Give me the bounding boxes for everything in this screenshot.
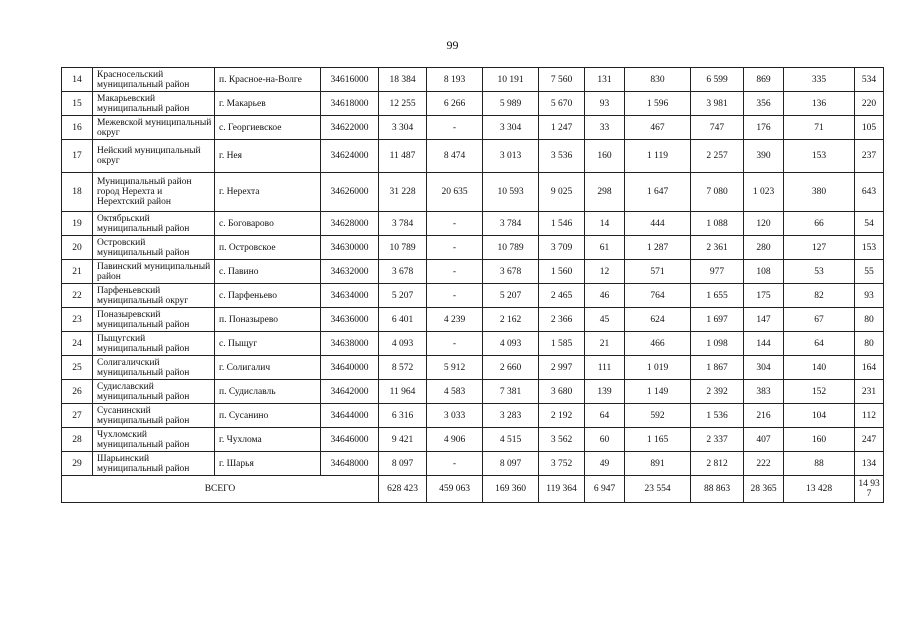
district-name-cell: Пыщугский муниципальный район [93,332,215,356]
oktmo-code-cell: 34636000 [321,308,379,332]
value-cell-c1: 31 228 [379,173,427,212]
value-cell-c6: 571 [625,260,691,284]
value-cell-c6: 830 [625,68,691,92]
district-name-cell: Шарьинский муниципальный район [93,452,215,476]
value-cell-c6: 1 596 [625,92,691,116]
value-cell-c10: 80 [855,332,884,356]
value-cell-c1: 10 789 [379,236,427,260]
value-cell-c5: 160 [585,140,625,173]
page-number: 99 [446,38,459,52]
value-cell-c4: 2 192 [539,404,585,428]
total-value-c3: 169 360 [483,476,539,503]
row-number-cell: 25 [62,356,93,380]
total-label: ВСЕГО [62,476,379,503]
oktmo-code-cell: 34632000 [321,260,379,284]
row-number-cell: 24 [62,332,93,356]
value-cell-c10: 80 [855,308,884,332]
value-cell-c1: 6 401 [379,308,427,332]
row-number-cell: 20 [62,236,93,260]
district-name-cell: Чухломский муниципальный район [93,428,215,452]
table-row [62,308,884,332]
row-number-cell: 27 [62,404,93,428]
value-cell-c8: 144 [744,332,784,356]
value-cell-c10: 220 [855,92,884,116]
oktmo-code-cell: 34628000 [321,212,379,236]
value-cell-c5: 12 [585,260,625,284]
total-value-c6: 23 554 [625,476,691,503]
value-cell-c4: 3 680 [539,380,585,404]
value-cell-c6: 1 647 [625,173,691,212]
value-cell-c9: 71 [784,116,855,140]
value-cell-c6: 592 [625,404,691,428]
value-cell-c6: 1 119 [625,140,691,173]
table-row [62,452,884,476]
value-cell-c3: 2 660 [483,356,539,380]
admin-center-cell: г. Нерехта [215,173,321,212]
value-cell-c1: 18 384 [379,68,427,92]
value-cell-c6: 1 149 [625,380,691,404]
value-cell-c7: 1 655 [691,284,744,308]
admin-center-cell: г. Солигалич [215,356,321,380]
value-cell-c4: 3 709 [539,236,585,260]
value-cell-c8: 222 [744,452,784,476]
value-cell-c9: 140 [784,356,855,380]
value-cell-c3: 3 304 [483,116,539,140]
table-row [62,212,884,236]
table-row [62,380,884,404]
table-row [62,404,884,428]
value-cell-c7: 7 080 [691,173,744,212]
oktmo-code-cell: 34634000 [321,284,379,308]
district-name-cell: Павинский муниципальный район [93,260,215,284]
value-cell-c7: 977 [691,260,744,284]
value-cell-c2: 5 912 [427,356,483,380]
value-cell-c7: 2 337 [691,428,744,452]
value-cell-c1: 3 784 [379,212,427,236]
admin-center-cell: п. Сусанино [215,404,321,428]
admin-center-cell: с. Пыщуг [215,332,321,356]
value-cell-c4: 9 025 [539,173,585,212]
value-cell-c5: 93 [585,92,625,116]
admin-center-cell: г. Макарьев [215,92,321,116]
value-cell-c5: 49 [585,452,625,476]
value-cell-c10: 54 [855,212,884,236]
value-cell-c5: 14 [585,212,625,236]
row-number-cell: 23 [62,308,93,332]
oktmo-code-cell: 34626000 [321,173,379,212]
value-cell-c1: 5 207 [379,284,427,308]
value-cell-c2: - [427,260,483,284]
admin-center-cell: п. Судиславль [215,380,321,404]
value-cell-c8: 383 [744,380,784,404]
oktmo-code-cell: 34638000 [321,332,379,356]
value-cell-c6: 1 165 [625,428,691,452]
value-cell-c2: - [427,212,483,236]
value-cell-c7: 2 392 [691,380,744,404]
value-cell-c9: 64 [784,332,855,356]
admin-center-cell: п. Поназырево [215,308,321,332]
value-cell-c4: 3 536 [539,140,585,173]
district-name-cell: Поназыревский муниципальный район [93,308,215,332]
admin-center-cell: с. Боговарово [215,212,321,236]
value-cell-c9: 136 [784,92,855,116]
oktmo-code-cell: 34624000 [321,140,379,173]
total-value-c1: 628 423 [379,476,427,503]
value-cell-c9: 66 [784,212,855,236]
value-cell-c9: 152 [784,380,855,404]
value-cell-c3: 7 381 [483,380,539,404]
value-cell-c8: 304 [744,356,784,380]
value-cell-c10: 643 [855,173,884,212]
value-cell-c10: 93 [855,284,884,308]
total-value-c5: 6 947 [585,476,625,503]
value-cell-c8: 175 [744,284,784,308]
admin-center-cell: п. Островское [215,236,321,260]
total-value-c7: 88 863 [691,476,744,503]
district-name-cell: Макарьевский муниципальный район [93,92,215,116]
value-cell-c9: 153 [784,140,855,173]
value-cell-c6: 466 [625,332,691,356]
table-row [62,428,884,452]
value-cell-c5: 139 [585,380,625,404]
value-cell-c3: 10 789 [483,236,539,260]
value-cell-c8: 869 [744,68,784,92]
value-cell-c2: 4 906 [427,428,483,452]
value-cell-c1: 6 316 [379,404,427,428]
value-cell-c6: 624 [625,308,691,332]
value-cell-c8: 280 [744,236,784,260]
total-row [62,476,884,503]
table-row [62,236,884,260]
value-cell-c9: 160 [784,428,855,452]
value-cell-c9: 82 [784,284,855,308]
oktmo-code-cell: 34616000 [321,68,379,92]
table-row [62,332,884,356]
oktmo-code-cell: 34618000 [321,92,379,116]
value-cell-c3: 3 013 [483,140,539,173]
value-cell-c10: 55 [855,260,884,284]
oktmo-code-cell: 34642000 [321,380,379,404]
value-cell-c9: 53 [784,260,855,284]
value-cell-c5: 61 [585,236,625,260]
value-cell-c4: 3 752 [539,452,585,476]
value-cell-c1: 11 964 [379,380,427,404]
value-cell-c8: 120 [744,212,784,236]
value-cell-c5: 45 [585,308,625,332]
row-number-cell: 29 [62,452,93,476]
value-cell-c1: 3 678 [379,260,427,284]
admin-center-cell: г. Чухлома [215,428,321,452]
value-cell-c3: 4 093 [483,332,539,356]
value-cell-c7: 747 [691,116,744,140]
value-cell-c4: 7 560 [539,68,585,92]
value-cell-c3: 3 784 [483,212,539,236]
value-cell-c3: 5 207 [483,284,539,308]
value-cell-c3: 2 162 [483,308,539,332]
total-value-c2: 459 063 [427,476,483,503]
value-cell-c10: 247 [855,428,884,452]
value-cell-c1: 12 255 [379,92,427,116]
value-cell-c5: 46 [585,284,625,308]
admin-center-cell: п. Красное-на-Волге [215,68,321,92]
value-cell-c5: 111 [585,356,625,380]
value-cell-c6: 444 [625,212,691,236]
value-cell-c6: 891 [625,452,691,476]
value-cell-c1: 9 421 [379,428,427,452]
district-name-cell: Судиславский муниципальный район [93,380,215,404]
row-number-cell: 18 [62,173,93,212]
value-cell-c10: 164 [855,356,884,380]
value-cell-c1: 3 304 [379,116,427,140]
value-cell-c2: 4 239 [427,308,483,332]
admin-center-cell: с. Парфеньево [215,284,321,308]
value-cell-c8: 356 [744,92,784,116]
value-cell-c5: 64 [585,404,625,428]
value-cell-c8: 147 [744,308,784,332]
value-cell-c1: 8 097 [379,452,427,476]
oktmo-code-cell: 34648000 [321,452,379,476]
value-cell-c3: 3 283 [483,404,539,428]
value-cell-c3: 10 593 [483,173,539,212]
value-cell-c2: - [427,332,483,356]
district-name-cell: Островский муниципальный район [93,236,215,260]
table-row [62,260,884,284]
value-cell-c9: 67 [784,308,855,332]
district-name-cell: Нейский муниципальный округ [93,140,215,173]
value-cell-c2: - [427,284,483,308]
total-value-c9: 13 428 [784,476,855,503]
district-name-cell: Межевской муниципальный округ [93,116,215,140]
value-cell-c5: 298 [585,173,625,212]
value-cell-c2: 8 474 [427,140,483,173]
value-cell-c2: 4 583 [427,380,483,404]
oktmo-code-cell: 34630000 [321,236,379,260]
value-cell-c6: 764 [625,284,691,308]
value-cell-c8: 390 [744,140,784,173]
value-cell-c1: 11 487 [379,140,427,173]
value-cell-c7: 2 361 [691,236,744,260]
value-cell-c7: 1 098 [691,332,744,356]
admin-center-cell: г. Шарья [215,452,321,476]
value-cell-c4: 3 562 [539,428,585,452]
value-cell-c5: 33 [585,116,625,140]
value-cell-c8: 216 [744,404,784,428]
oktmo-code-cell: 34646000 [321,428,379,452]
value-cell-c4: 1 247 [539,116,585,140]
value-cell-c5: 60 [585,428,625,452]
value-cell-c7: 3 981 [691,92,744,116]
total-value-c8: 28 365 [744,476,784,503]
value-cell-c2: - [427,116,483,140]
admin-center-cell: с. Павино [215,260,321,284]
value-cell-c2: 8 193 [427,68,483,92]
value-cell-c4: 5 670 [539,92,585,116]
value-cell-c2: 3 033 [427,404,483,428]
total-value-c10: 14 937 [855,476,884,503]
value-cell-c3: 4 515 [483,428,539,452]
district-name-cell: Муниципальный район город Нерехта и Нерехтский район [93,173,215,212]
value-cell-c4: 1 585 [539,332,585,356]
table-row [62,92,884,116]
value-cell-c10: 153 [855,236,884,260]
value-cell-c6: 1 019 [625,356,691,380]
value-cell-c8: 176 [744,116,784,140]
value-cell-c4: 2 465 [539,284,585,308]
value-cell-c10: 534 [855,68,884,92]
row-number-cell: 28 [62,428,93,452]
value-cell-c2: - [427,452,483,476]
district-name-cell: Красносельский муниципальный район [93,68,215,92]
total-value-c4: 119 364 [539,476,585,503]
value-cell-c4: 2 366 [539,308,585,332]
value-cell-c5: 131 [585,68,625,92]
table-row [62,356,884,380]
value-cell-c10: 231 [855,380,884,404]
row-number-cell: 19 [62,212,93,236]
value-cell-c1: 8 572 [379,356,427,380]
value-cell-c6: 1 287 [625,236,691,260]
value-cell-c4: 1 560 [539,260,585,284]
value-cell-c6: 467 [625,116,691,140]
row-number-cell: 22 [62,284,93,308]
table-row [62,173,884,212]
value-cell-c1: 4 093 [379,332,427,356]
value-cell-c3: 8 097 [483,452,539,476]
district-name-cell: Парфеньевский муниципальный округ [93,284,215,308]
statistics-table [61,67,884,503]
value-cell-c2: - [427,236,483,260]
oktmo-code-cell: 34622000 [321,116,379,140]
value-cell-c2: 6 266 [427,92,483,116]
table-body [62,68,884,503]
row-number-cell: 15 [62,92,93,116]
value-cell-c10: 112 [855,404,884,428]
value-cell-c7: 1 697 [691,308,744,332]
value-cell-c10: 237 [855,140,884,173]
value-cell-c7: 2 257 [691,140,744,173]
value-cell-c9: 127 [784,236,855,260]
table-row [62,140,884,173]
value-cell-c4: 2 997 [539,356,585,380]
value-cell-c8: 1 023 [744,173,784,212]
row-number-cell: 14 [62,68,93,92]
row-number-cell: 21 [62,260,93,284]
value-cell-c9: 380 [784,173,855,212]
district-name-cell: Солигаличский муниципальный район [93,356,215,380]
value-cell-c9: 335 [784,68,855,92]
value-cell-c10: 105 [855,116,884,140]
value-cell-c7: 1 088 [691,212,744,236]
oktmo-code-cell: 34644000 [321,404,379,428]
table-row [62,116,884,140]
value-cell-c10: 134 [855,452,884,476]
admin-center-cell: г. Нея [215,140,321,173]
oktmo-code-cell: 34640000 [321,356,379,380]
table-row [62,284,884,308]
row-number-cell: 26 [62,380,93,404]
district-name-cell: Сусанинский муниципальный район [93,404,215,428]
value-cell-c3: 5 989 [483,92,539,116]
value-cell-c7: 2 812 [691,452,744,476]
value-cell-c9: 104 [784,404,855,428]
row-number-cell: 17 [62,140,93,173]
value-cell-c5: 21 [585,332,625,356]
value-cell-c8: 108 [744,260,784,284]
district-name-cell: Октябрьский муниципальный район [93,212,215,236]
value-cell-c8: 407 [744,428,784,452]
row-number-cell: 16 [62,116,93,140]
table-row [62,68,884,92]
value-cell-c7: 1 536 [691,404,744,428]
value-cell-c2: 20 635 [427,173,483,212]
value-cell-c9: 88 [784,452,855,476]
value-cell-c4: 1 546 [539,212,585,236]
value-cell-c3: 3 678 [483,260,539,284]
value-cell-c3: 10 191 [483,68,539,92]
value-cell-c7: 1 867 [691,356,744,380]
value-cell-c7: 6 599 [691,68,744,92]
admin-center-cell: с. Георгиевское [215,116,321,140]
